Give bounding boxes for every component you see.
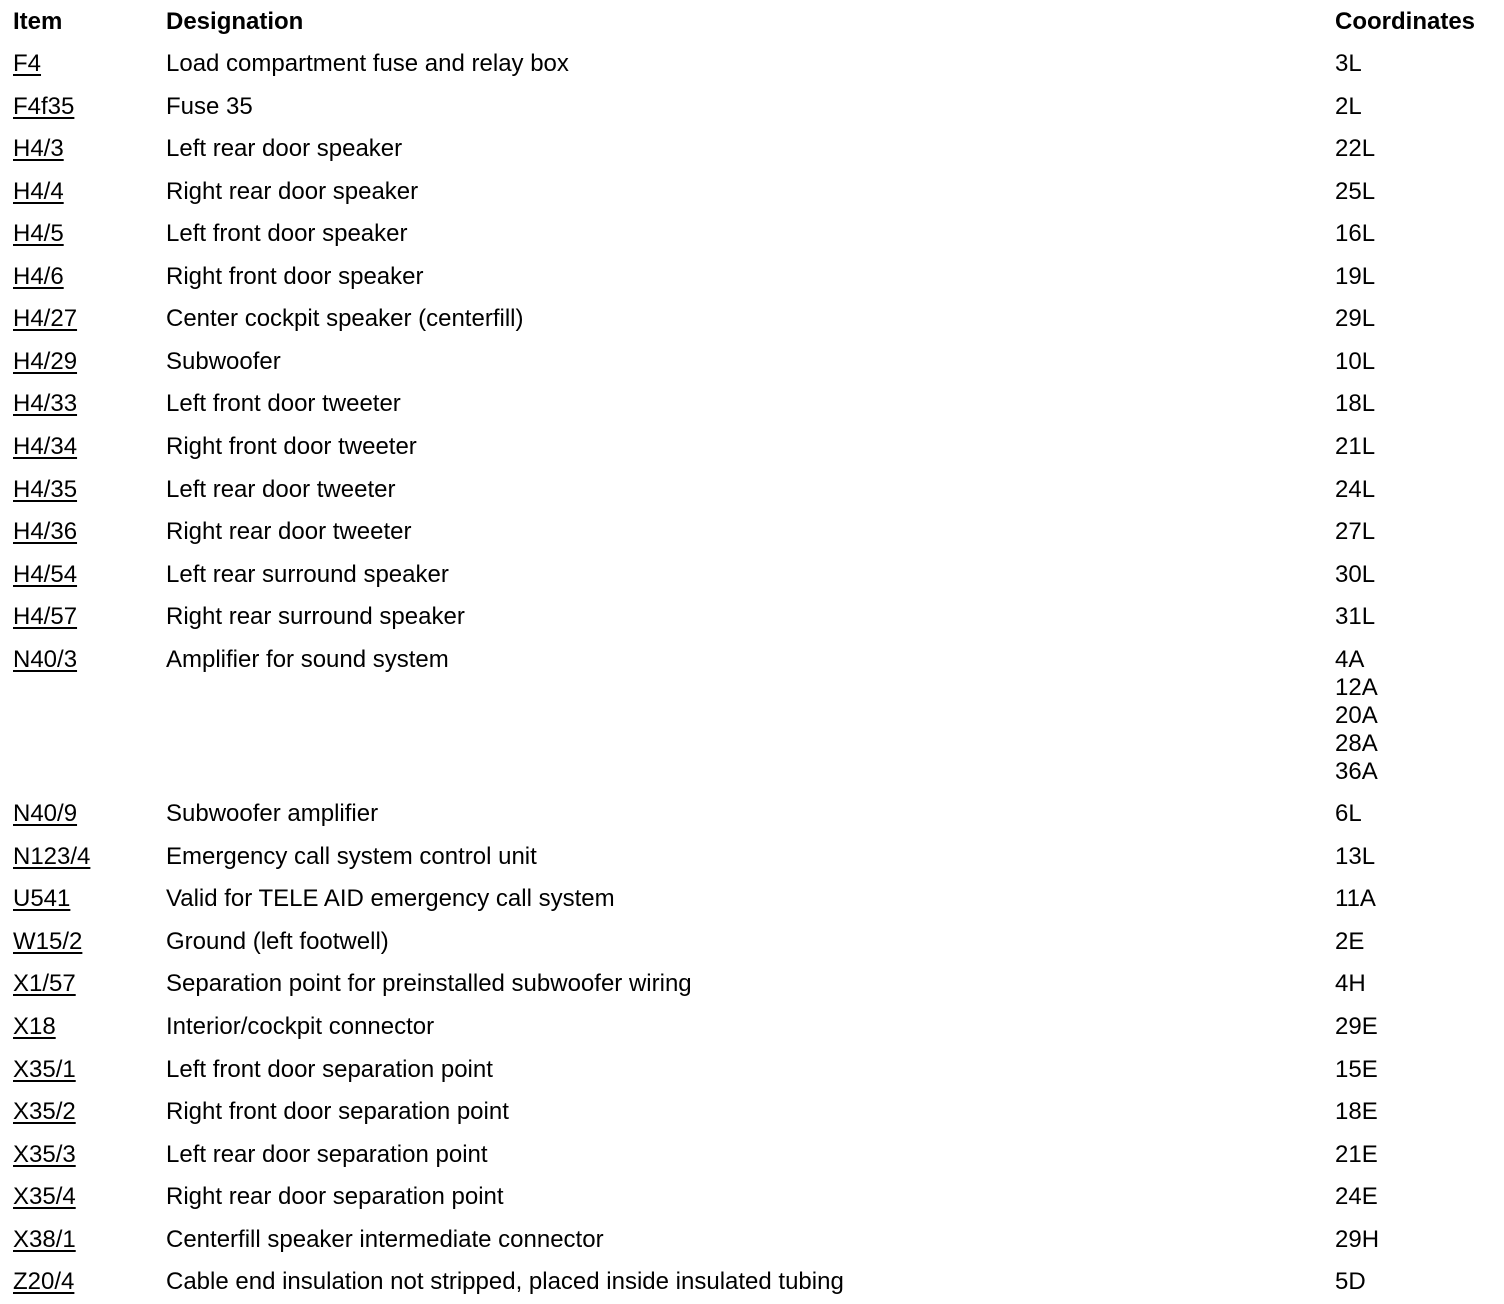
- coordinates-cell: [1335, 178, 1375, 206]
- column-header-item: Item: [13, 8, 63, 35]
- item-link[interactable]: H4/6: [13, 263, 64, 290]
- coordinates-cell: [1335, 1226, 1379, 1254]
- item-link[interactable]: H4/5: [13, 220, 64, 247]
- designation-cell: Subwoofer: [166, 348, 281, 375]
- coordinates-cell: [1335, 518, 1375, 546]
- designation-cell: Left rear door speaker: [166, 135, 403, 162]
- designation-cell: Left rear door separation point: [166, 1141, 488, 1168]
- item-link[interactable]: H4/4: [13, 178, 64, 205]
- designation-cell: Right rear door tweeter: [166, 518, 412, 545]
- coordinate-value: 10L: [1335, 348, 1376, 375]
- coordinates-cell: [1335, 843, 1375, 871]
- coordinate-value: 2L: [1335, 93, 1362, 120]
- designation-cell: Ground (left footwell): [166, 928, 389, 955]
- coordinate-value: 21L: [1335, 433, 1376, 460]
- designation-cell: Left front door tweeter: [166, 390, 401, 417]
- item-link[interactable]: H4/33: [13, 390, 78, 417]
- coordinates-cell: [1335, 433, 1375, 461]
- item-link[interactable]: H4/29: [13, 348, 78, 375]
- coordinates-cell: [1335, 561, 1375, 589]
- coordinates-cell: [1335, 1056, 1378, 1084]
- coordinates-cell: [1335, 263, 1375, 291]
- item-link[interactable]: H4/3: [13, 135, 64, 162]
- coordinates-cell: [1335, 1098, 1378, 1126]
- coordinate-value: 11A: [1335, 885, 1376, 912]
- coordinate-value: 19L: [1335, 263, 1376, 290]
- coordinates-cell: [1335, 970, 1366, 998]
- item-link[interactable]: X35/3: [13, 1141, 76, 1168]
- coordinate-value: 29H: [1335, 1226, 1380, 1253]
- designation-cell: Right front door speaker: [166, 263, 424, 290]
- item-link[interactable]: H4/35: [13, 476, 78, 503]
- coordinate-value: 16L: [1335, 220, 1376, 247]
- coordinates-cell: [1335, 603, 1375, 631]
- item-link[interactable]: H4/27: [13, 305, 78, 332]
- coordinate-value: 3L: [1335, 50, 1362, 77]
- designation-cell: Right front door separation point: [166, 1098, 509, 1125]
- coordinates-cell: [1335, 646, 1378, 786]
- designation-cell: Left front door speaker: [166, 220, 408, 247]
- designation-cell: Right rear surround speaker: [166, 603, 465, 630]
- item-link[interactable]: X18: [13, 1013, 56, 1040]
- designation-cell: Valid for TELE AID emergency call system: [166, 885, 615, 912]
- coordinates-cell: [1335, 800, 1362, 828]
- designation-cell: Fuse 35: [166, 93, 253, 120]
- coordinate-value: 25L: [1335, 178, 1376, 205]
- coordinate-value: 28A: [1335, 730, 1378, 757]
- item-link[interactable]: X1/57: [13, 970, 76, 997]
- coordinate-value: 21E: [1335, 1141, 1378, 1168]
- item-link[interactable]: F4: [13, 50, 42, 77]
- designation-cell: Interior/cockpit connector: [166, 1013, 435, 1040]
- coordinate-value: 18L: [1335, 390, 1376, 417]
- item-link[interactable]: X35/2: [13, 1098, 76, 1125]
- item-link[interactable]: H4/54: [13, 561, 78, 588]
- coordinate-value: 31L: [1335, 603, 1376, 630]
- item-link[interactable]: N40/3: [13, 646, 78, 673]
- coordinates-cell: [1335, 476, 1375, 504]
- coordinates-cell: [1335, 135, 1375, 163]
- designation-cell: Left rear door tweeter: [166, 476, 396, 503]
- coordinate-value: 30L: [1335, 561, 1376, 588]
- item-link[interactable]: U541: [13, 885, 71, 912]
- coordinates-cell: [1335, 1013, 1378, 1041]
- designation-cell: Separation point for preinstalled subwoofer wiring: [166, 970, 692, 997]
- item-link[interactable]: N123/4: [13, 843, 91, 870]
- coordinate-value: 15E: [1335, 1056, 1378, 1083]
- coordinates-cell: [1335, 885, 1376, 913]
- coordinates-cell: [1335, 305, 1375, 333]
- coordinates-cell: [1335, 348, 1375, 376]
- coordinate-value: 4A: [1335, 646, 1365, 673]
- item-link[interactable]: X38/1: [13, 1226, 76, 1253]
- column-header-designation: Designation: [166, 8, 304, 35]
- designation-cell: Left rear surround speaker: [166, 561, 449, 588]
- coordinates-cell: [1335, 390, 1375, 418]
- column-header-coordinates: Coordinates: [1335, 8, 1476, 35]
- designation-cell: Subwoofer amplifier: [166, 800, 379, 827]
- coordinate-value: 27L: [1335, 518, 1376, 545]
- coordinates-cell: [1335, 220, 1375, 248]
- coordinates-cell: [1335, 1183, 1378, 1211]
- coordinates-cell: [1335, 928, 1364, 956]
- coordinate-value: 18E: [1335, 1098, 1378, 1125]
- coordinate-value: 12A: [1335, 674, 1378, 701]
- coordinate-value: 24L: [1335, 476, 1376, 503]
- coordinate-value: 6L: [1335, 800, 1362, 827]
- coordinate-value: 5D: [1335, 1268, 1366, 1295]
- coordinate-value: 22L: [1335, 135, 1376, 162]
- coordinate-value: 29L: [1335, 305, 1376, 332]
- coordinate-value: 29E: [1335, 1013, 1378, 1040]
- item-link[interactable]: H4/34: [13, 433, 78, 460]
- item-link[interactable]: H4/57: [13, 603, 78, 630]
- coordinate-value: 20A: [1335, 702, 1378, 729]
- designation-cell: Centerfill speaker intermediate connector: [166, 1226, 604, 1253]
- designation-cell: Left front door separation point: [166, 1056, 493, 1083]
- designation-cell: Right rear door separation point: [166, 1183, 504, 1210]
- designation-cell: Emergency call system control unit: [166, 843, 537, 870]
- designation-cell: Center cockpit speaker (centerfill): [166, 305, 524, 332]
- item-link[interactable]: F4f35: [13, 93, 75, 120]
- designation-cell: Right rear door speaker: [166, 178, 419, 205]
- coordinates-cell: [1335, 1268, 1366, 1296]
- item-link[interactable]: X35/1: [13, 1056, 76, 1083]
- coordinates-cell: [1335, 93, 1362, 121]
- designation-cell: Load compartment fuse and relay box: [166, 50, 569, 77]
- designation-cell: Cable end insulation not stripped, placed inside insulated tubing: [166, 1268, 844, 1295]
- coordinates-cell: [1335, 50, 1362, 78]
- designation-cell: Right front door tweeter: [166, 433, 417, 460]
- coordinate-value: 2E: [1335, 928, 1365, 955]
- coordinate-value: 13L: [1335, 843, 1376, 870]
- item-link[interactable]: W15/2: [13, 928, 83, 955]
- item-link[interactable]: N40/9: [13, 800, 78, 827]
- coordinate-value: 4H: [1335, 970, 1366, 997]
- item-link[interactable]: Z20/4: [13, 1268, 75, 1295]
- coordinates-cell: [1335, 1141, 1378, 1169]
- coordinate-value: 24E: [1335, 1183, 1378, 1210]
- item-link[interactable]: X35/4: [13, 1183, 76, 1210]
- coordinate-value: 36A: [1335, 758, 1378, 785]
- item-link[interactable]: H4/36: [13, 518, 78, 545]
- designation-cell: Amplifier for sound system: [166, 646, 449, 673]
